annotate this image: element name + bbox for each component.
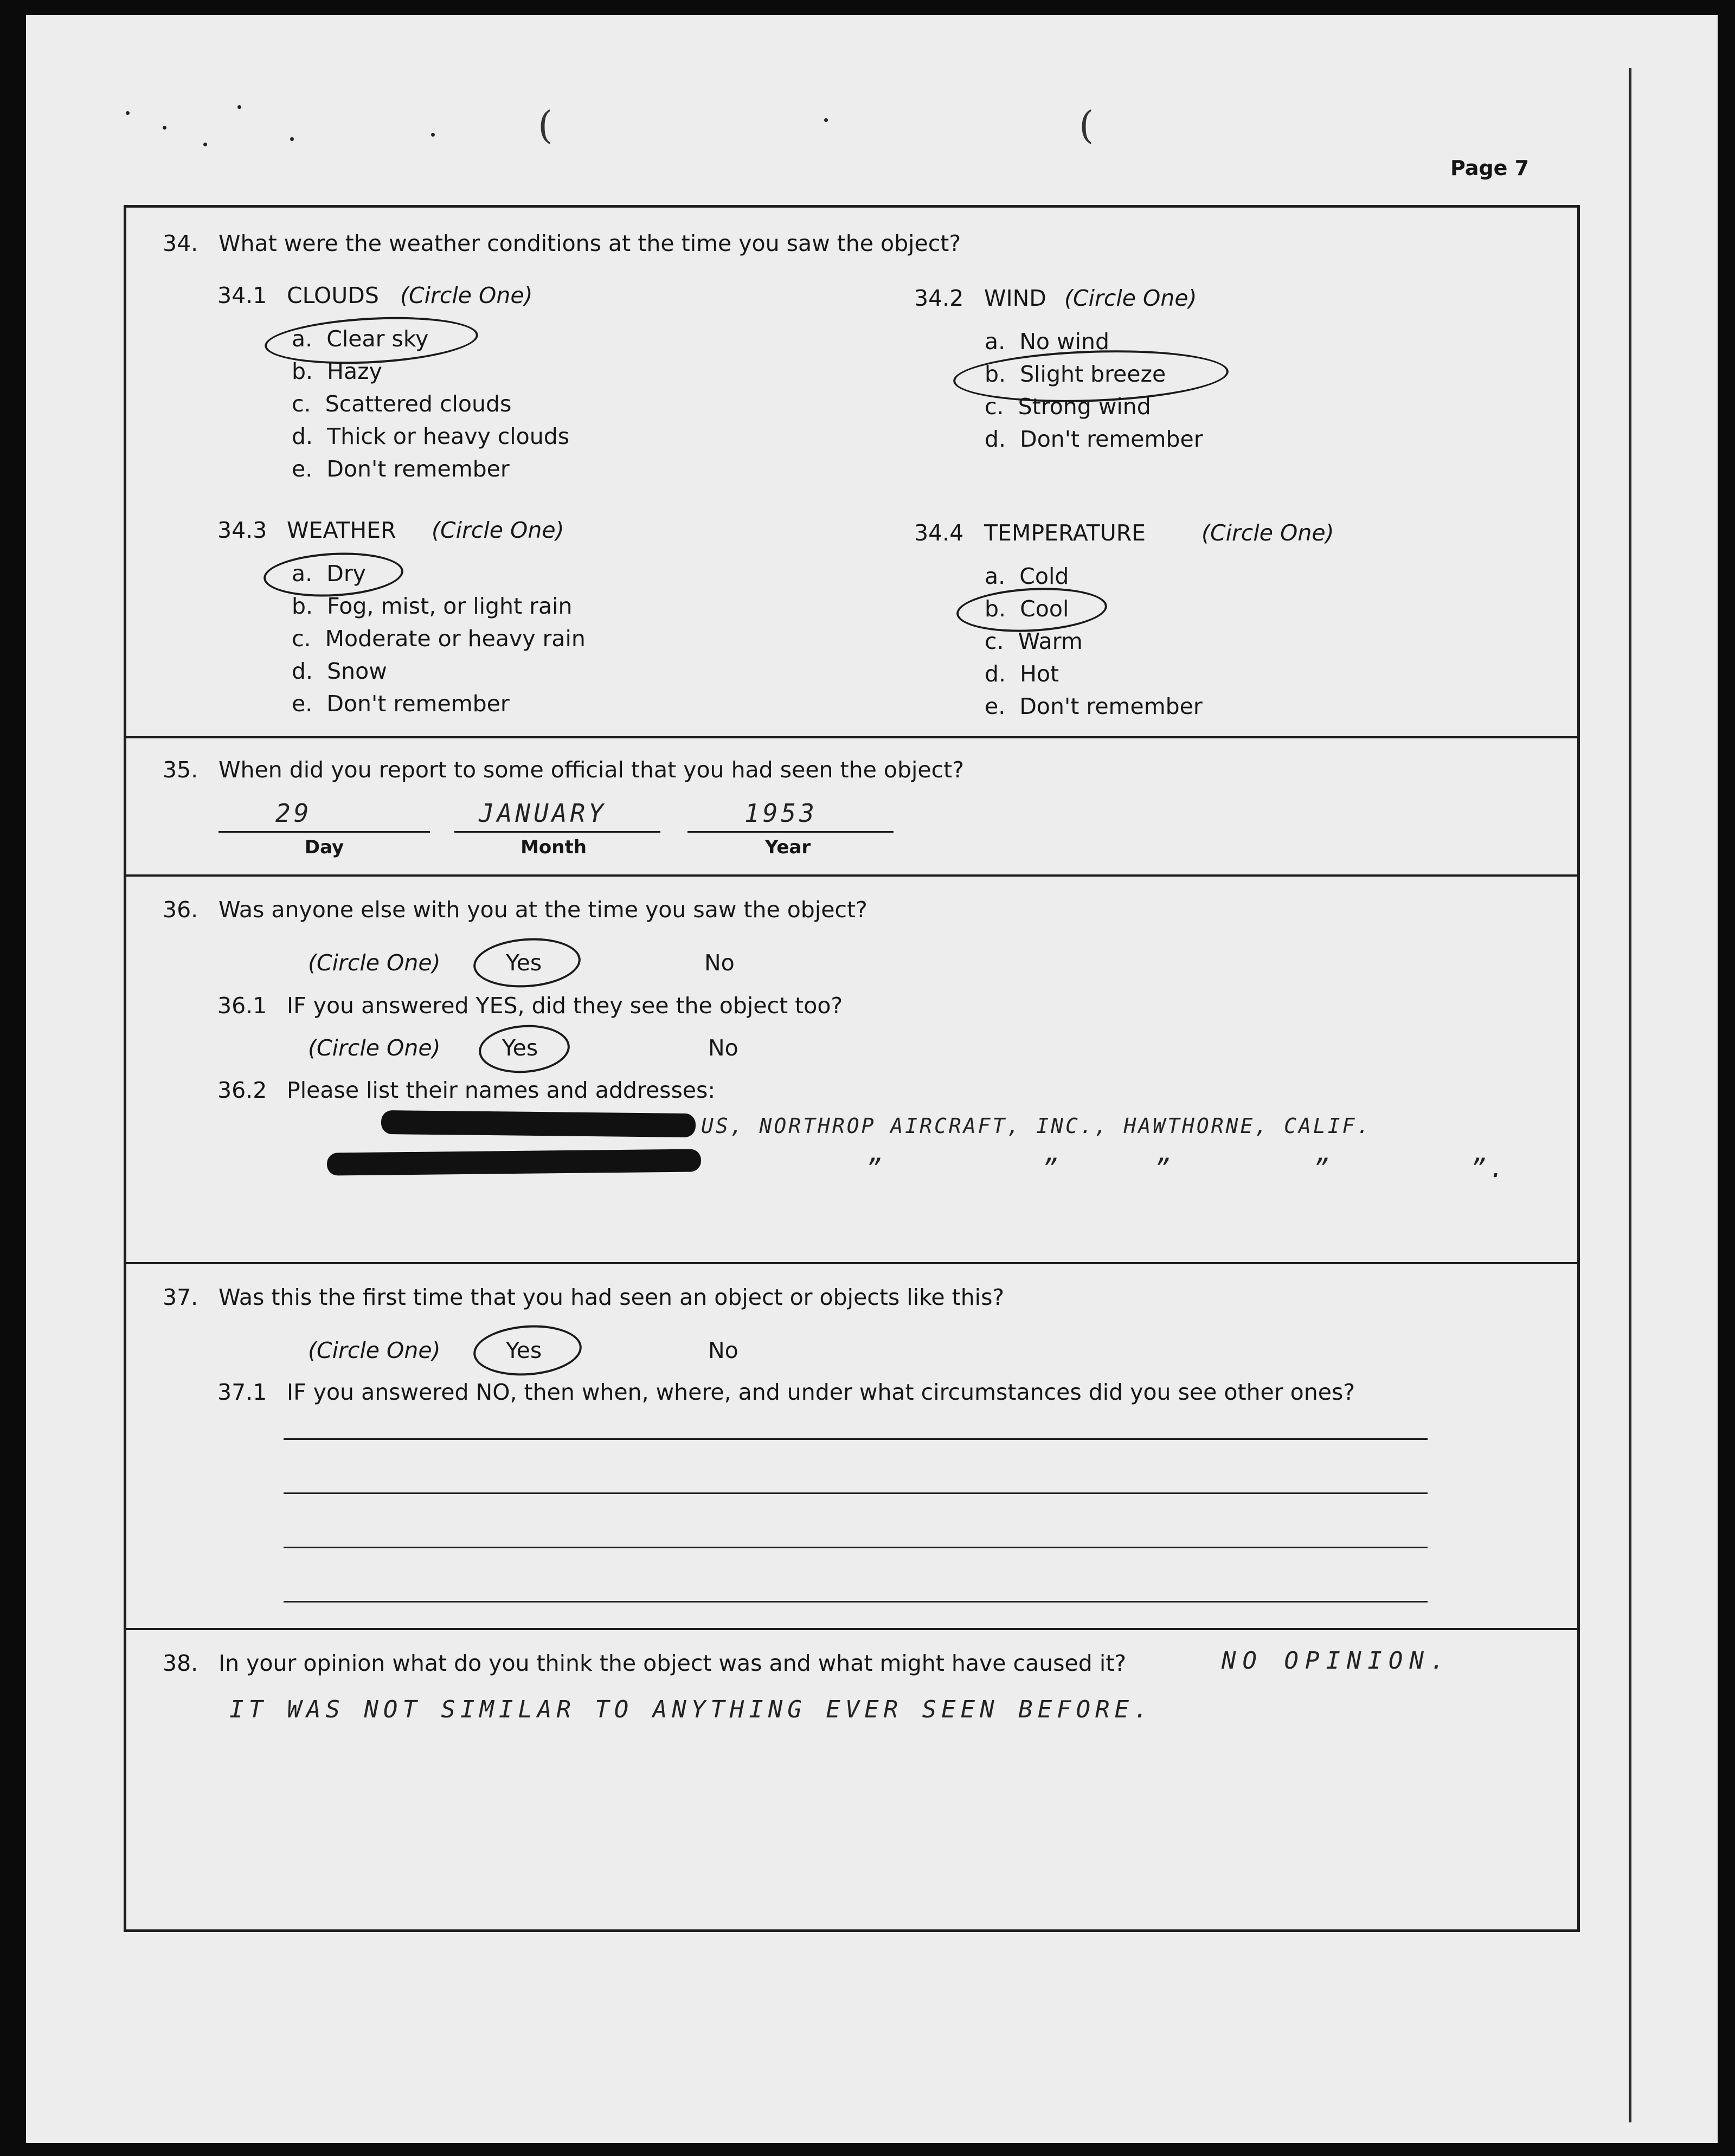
temperature-option[interactable] — [985, 630, 1083, 653]
q36-2-question: Please list their names and addresses: — [287, 1077, 716, 1103]
margin-speck — [290, 137, 294, 141]
q37-1-number: 37.1 — [217, 1379, 267, 1405]
weather-option[interactable] — [292, 693, 510, 715]
option-letter: c. — [292, 626, 311, 652]
answer-line[interactable] — [284, 1438, 1428, 1440]
temperature-title: TEMPERATURE — [984, 520, 1146, 546]
selection-circle — [472, 935, 582, 991]
section-divider — [126, 874, 1577, 877]
q37-number: 37. — [163, 1284, 198, 1310]
ditto-mark: ”. — [1471, 1154, 1508, 1183]
witness-address-line[interactable]: US, NORTHROP AIRCRAFT, INC., HAWTHORNE, CALIF. — [701, 1114, 1372, 1138]
option-text: Fog, mist, or light rain — [327, 593, 573, 619]
option-text: Don't remember — [1020, 426, 1203, 452]
answer-line[interactable] — [284, 1492, 1428, 1494]
section-divider — [126, 736, 1577, 738]
section-divider — [126, 1262, 1577, 1264]
temperature-option[interactable] — [985, 565, 1069, 588]
q37-no-option[interactable]: No — [708, 1337, 738, 1363]
option-text: Dry — [326, 561, 366, 587]
clouds-option[interactable] — [292, 423, 570, 449]
option-letter: a. — [985, 563, 1006, 589]
q34-number: 34. — [163, 230, 198, 256]
option-text: Strong wind — [1018, 394, 1151, 420]
margin-speck — [431, 133, 435, 137]
option-letter: e. — [985, 693, 1006, 719]
wind-instruction: (Circle One) — [1064, 285, 1197, 311]
option-text: No wind — [1019, 329, 1109, 355]
margin-mark: ( — [1079, 103, 1094, 147]
answer-line[interactable] — [284, 1547, 1428, 1548]
option-text: Warm — [1018, 628, 1083, 654]
option-letter: c. — [985, 394, 1004, 420]
answer-line[interactable] — [284, 1601, 1428, 1602]
month-underline — [454, 831, 660, 833]
redacted-name — [327, 1149, 701, 1175]
margin-speck — [237, 105, 241, 109]
selection-circle — [477, 1022, 571, 1076]
option-letter: b. — [292, 593, 313, 619]
page-edge-line — [1629, 68, 1631, 2122]
temperature-number: 34.4 — [914, 520, 964, 546]
section-divider — [126, 1628, 1577, 1630]
q36-number: 36. — [163, 897, 198, 923]
wind-number: 34.2 — [914, 285, 964, 311]
q36-1-number: 36.1 — [217, 993, 267, 1019]
option-letter: d. — [985, 426, 1006, 452]
form-box — [124, 205, 1580, 1932]
margin-speck — [203, 143, 207, 146]
option-letter: d. — [985, 661, 1006, 687]
selection-circle — [472, 1322, 583, 1379]
weather-instruction: (Circle One) — [432, 517, 564, 543]
day-underline — [219, 831, 430, 833]
option-text: Don't remember — [1019, 693, 1203, 719]
clouds-title: CLOUDS — [287, 282, 379, 308]
option-text: Snow — [327, 658, 387, 684]
q34-question: What were the weather conditions at the time you saw the object? — [219, 230, 961, 256]
option-text: Thick or heavy clouds — [327, 423, 570, 449]
temperature-option[interactable] — [985, 693, 1203, 719]
option-text: Moderate or heavy rain — [325, 626, 586, 652]
month-label: Month — [520, 836, 587, 858]
q36-1-instruction: (Circle One) — [308, 1035, 441, 1061]
clouds-number: 34.1 — [217, 282, 267, 308]
q35-question: When did you report to some official that you had seen the object? — [219, 757, 964, 783]
option-letter: b. — [985, 361, 1006, 387]
clouds-option[interactable] — [292, 358, 382, 384]
page-number: Page 7 — [1450, 156, 1530, 180]
report-year-value[interactable]: 1953 — [744, 799, 818, 828]
option-text: Hazy — [327, 358, 382, 384]
q37-1-question: IF you answered NO, then when, where, and under what circumstances did you see other ones? — [287, 1379, 1355, 1405]
weather-option[interactable] — [292, 628, 586, 650]
option-text: Clear sky — [326, 326, 429, 352]
option-text: Scattered clouds — [325, 391, 512, 417]
weather-option[interactable] — [292, 595, 573, 617]
weather-option[interactable] — [292, 660, 387, 683]
wind-title: WIND — [984, 285, 1046, 311]
ditto-mark: ” — [1043, 1154, 1061, 1183]
option-text: Cool — [1020, 596, 1069, 622]
q36-1-question: IF you answered YES, did they see the object too? — [287, 993, 843, 1019]
clouds-option[interactable] — [292, 393, 511, 415]
q36-1-no-option[interactable]: No — [708, 1035, 738, 1061]
report-month-value[interactable]: JANUARY — [479, 799, 607, 828]
option-letter: e. — [292, 456, 313, 482]
clouds-option[interactable] — [292, 458, 510, 480]
option-text: Slight breeze — [1020, 361, 1166, 387]
margin-speck — [163, 126, 166, 130]
option-letter: a. — [292, 326, 313, 352]
ditto-mark: ” — [1155, 1154, 1173, 1183]
year-label: Year — [764, 836, 811, 858]
selection-circle — [262, 549, 404, 600]
q36-yes-option[interactable]: Yes — [506, 950, 542, 976]
margin-mark: ( — [538, 103, 553, 147]
redacted-name — [381, 1110, 696, 1137]
option-text: Don't remember — [326, 456, 510, 482]
option-letter: a. — [985, 329, 1006, 355]
option-letter: a. — [292, 561, 313, 587]
option-letter: e. — [292, 691, 313, 717]
option-letter: d. — [292, 658, 313, 684]
margin-speck — [126, 111, 130, 115]
day-label: Day — [304, 836, 344, 858]
q36-2-number: 36.2 — [217, 1077, 267, 1103]
q36-no-option[interactable]: No — [704, 950, 735, 976]
weather-number: 34.3 — [217, 517, 267, 543]
q37-question: Was this the first time that you had seen an object or objects like this? — [219, 1284, 1005, 1310]
clouds-instruction: (Circle One) — [400, 282, 533, 308]
weather-title: WEATHER — [287, 517, 396, 543]
option-letter: c. — [292, 391, 311, 417]
q38-number: 38. — [163, 1650, 198, 1676]
option-text: Hot — [1020, 661, 1059, 687]
margin-speck — [824, 118, 828, 122]
option-letter: c. — [985, 628, 1004, 654]
temperature-instruction: (Circle One) — [1201, 520, 1334, 546]
wind-option[interactable] — [985, 331, 1109, 353]
q36-question: Was anyone else with you at the time you saw the object? — [219, 897, 868, 923]
q37-instruction: (Circle One) — [308, 1337, 441, 1363]
ditto-mark: ” — [1314, 1154, 1332, 1183]
q38-answer-part1[interactable]: NO OPINION. — [1222, 1647, 1451, 1675]
wind-option[interactable] — [985, 396, 1151, 418]
option-letter: b. — [985, 596, 1006, 622]
option-letter: d. — [292, 423, 313, 449]
q37-yes-option[interactable]: Yes — [506, 1337, 542, 1363]
wind-option[interactable] — [985, 428, 1203, 450]
temperature-option[interactable] — [985, 663, 1059, 685]
option-text: Don't remember — [326, 691, 510, 717]
option-letter: b. — [292, 358, 313, 384]
ditto-mark: ” — [866, 1154, 885, 1183]
report-day-value[interactable]: 29 — [275, 799, 312, 828]
q38-question: In your opinion what do you think the object was and what might have caused it? — [219, 1650, 1127, 1676]
q35-number: 35. — [163, 757, 198, 783]
option-text: Cold — [1019, 563, 1069, 589]
q36-1-yes-option[interactable]: Yes — [502, 1035, 538, 1061]
q38-answer-part2[interactable]: IT WAS NOT SIMILAR TO ANYTHING EVER SEEN BEFORE. — [229, 1696, 1153, 1723]
year-underline — [687, 831, 894, 833]
q36-instruction: (Circle One) — [308, 950, 441, 976]
